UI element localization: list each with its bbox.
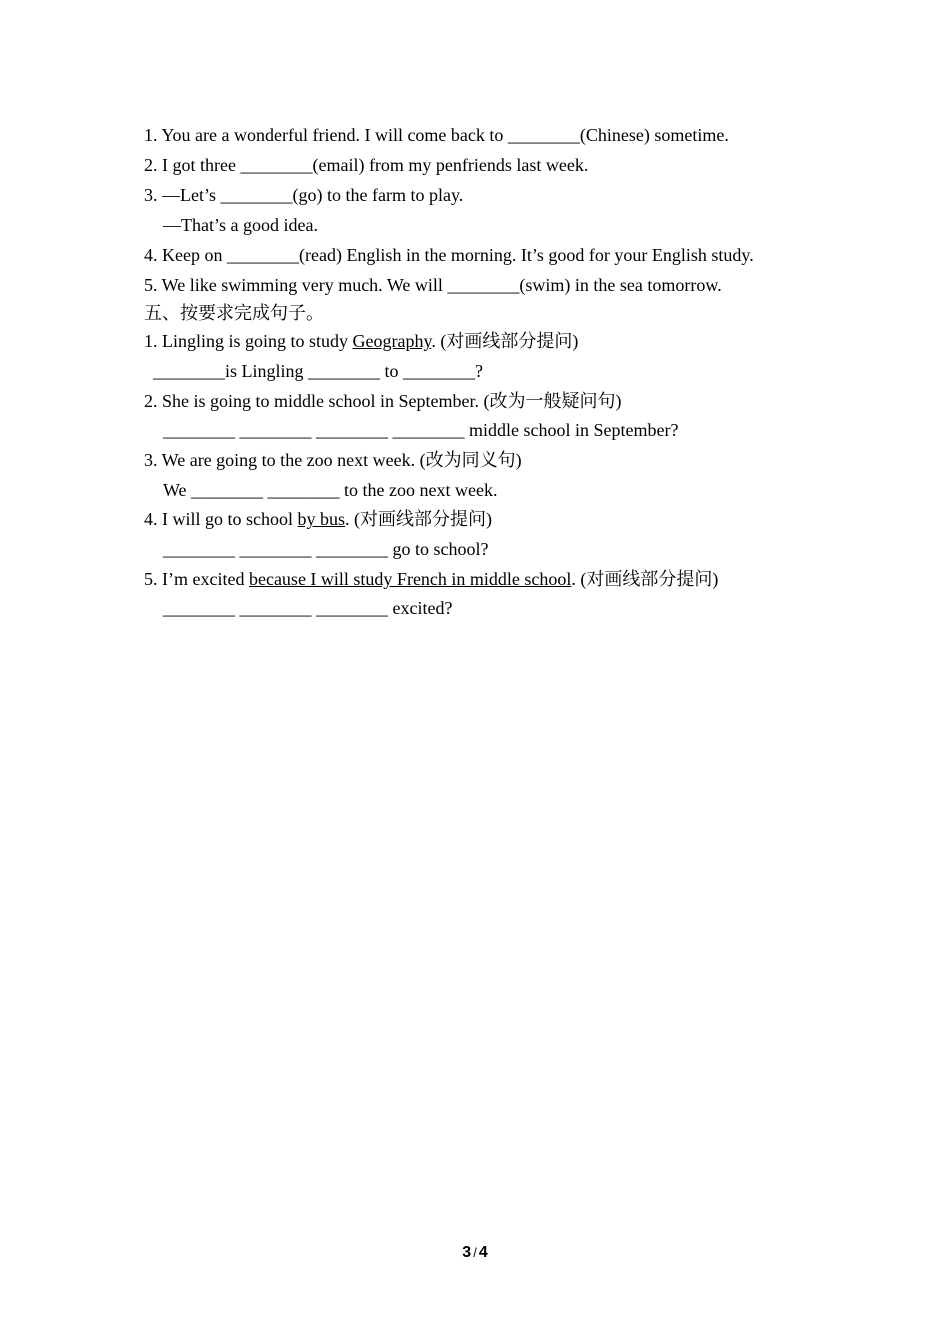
question-2: 2. She is going to middle school in September. (改为一般疑问句) xyxy=(144,391,622,411)
fill-blank-item-5: 5. We like swimming very much. We will ________(swim) in the sea tomorrow. xyxy=(144,275,722,295)
question-4-post: . (对画线部分提问) xyxy=(345,509,493,529)
question-3: 3. We are going to the zoo next week. (改为同义句) xyxy=(144,450,522,470)
fill-blank-item-1: 1. You are a wonderful friend. I will come back to ________(Chinese) sometime. xyxy=(144,125,729,145)
question-2-answer: ________ ________ ________ ________ middle school in September? xyxy=(163,420,679,440)
page-separator: / xyxy=(473,1245,477,1260)
fill-blank-item-3-reply: —That’s a good idea. xyxy=(163,215,318,235)
section-5-heading: 五、按要求完成句子。 xyxy=(144,303,324,323)
question-1-post: . (对画线部分提问) xyxy=(431,331,579,351)
fill-blank-item-3: 3. —Let’s ________(go) to the farm to play. xyxy=(144,185,464,205)
question-4-pre: 4. I will go to school xyxy=(144,509,298,529)
question-1 xyxy=(144,330,578,352)
fill-blank-item-2: 2. I got three ________(email) from my penfriends last week. xyxy=(144,155,589,175)
question-5 xyxy=(144,568,718,590)
question-5-pre: 5. I’m excited xyxy=(144,569,249,589)
question-5-answer: ________ ________ ________ excited? xyxy=(163,598,453,618)
question-1-pre: 1. Lingling is going to study xyxy=(144,331,353,351)
question-4 xyxy=(144,508,492,530)
page-total: 4 xyxy=(478,1244,488,1261)
page-current: 3 xyxy=(462,1244,472,1261)
fill-blank-item-4: 4. Keep on ________(read) English in the morning. It’s good for your English study. xyxy=(144,245,754,265)
question-4-underlined: by bus xyxy=(297,509,346,529)
question-4-answer: ________ ________ ________ go to school? xyxy=(163,539,489,559)
question-5-post: . (对画线部分提问) xyxy=(571,569,719,589)
page-number xyxy=(0,1244,950,1262)
question-5-underlined: because I will study French in middle school xyxy=(248,569,572,589)
question-1-underlined: Geography xyxy=(352,331,432,351)
question-1-answer: ________is Lingling ________ to ________? xyxy=(153,361,483,381)
question-3-answer: We ________ ________ to the zoo next week. xyxy=(163,480,498,500)
